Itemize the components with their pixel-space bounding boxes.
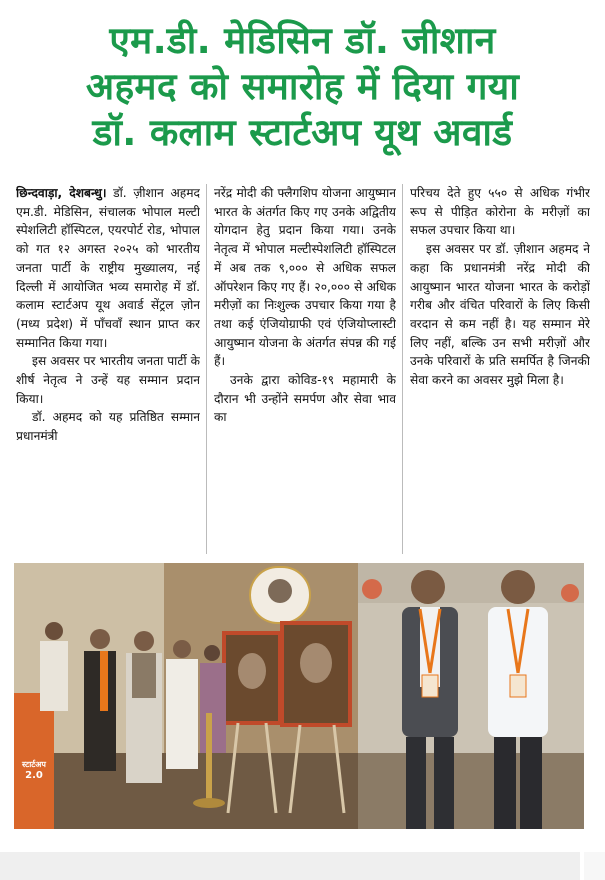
headline-line-2: अहमद को समारोह में दिया गया xyxy=(85,65,520,108)
headline-line-1: एम.डी. मेडिसिन डॉ. जीशान xyxy=(109,19,496,62)
recipients-illustration xyxy=(358,563,584,829)
award-recipients-photo xyxy=(358,563,584,829)
article-column-2 xyxy=(214,184,396,556)
headline-line-3: डॉ. कलाम स्टार्टअप यूथ अवार्ड xyxy=(92,111,513,154)
article-column-1 xyxy=(16,184,200,556)
article-paragraph: परिचय देते हुए ५५० से अधिक गंभीर रूप से पीड़ित कोरोना के मरीज़ों का सफल उपचार किया था। xyxy=(410,186,590,238)
ceremony-illustration xyxy=(14,563,358,829)
column-divider xyxy=(206,184,207,554)
ceremony-photo xyxy=(14,563,358,829)
footer-bar-right xyxy=(584,852,605,880)
column-divider xyxy=(402,184,403,554)
footer-bar xyxy=(0,852,580,880)
article-text: डॉ. ज़ीशान अहमद एम.डी. मेडिसिन, संचालक भोपाल मल्टी स्पेशलिटी हॉस्पिटल, एयरपोर्ट रोड, भोपाल को गत १२ अगस्त २०२५ को भारतीय जनता पार्टी के राष्ट्रीय मुख्यालय, नई दिल्ली में आयोजित भव्य समारोह में डॉ. कलाम स्टार्टअप यूथ अवार्ड सेंट्रल ज़ोन (मध्य प्रदेश) में पाँचवाँ स्थान प्राप्त कर सम्मानित किया गया। xyxy=(16,186,200,350)
article-paragraph: इस अवसर पर भारतीय जनता पार्टी के शीर्ष नेतृत्व ने उन्हें यह सम्मान प्रदान किया। xyxy=(16,354,200,406)
banner-number: 2.0 xyxy=(25,770,43,781)
headline xyxy=(0,18,605,156)
dateline: छिन्दवाड़ा, देशबन्धु। xyxy=(16,186,107,200)
article-paragraph: उनके द्वारा कोविड-१९ महामारी के दौरान भी उन्होंने समर्पण और सेवा भाव का xyxy=(214,373,396,425)
article-paragraph: डॉ. अहमद को यह प्रतिष्ठित सम्मान प्रधानमंत्री xyxy=(16,410,200,444)
article-paragraph xyxy=(16,184,200,352)
article-paragraph: नरेंद्र मोदी की फ्लैगशिप योजना आयुष्मान भारत के अंतर्गत किए गए उनके अद्वितीय योगदान हेतु प्रदान किया गया। उनके नेतृत्व में भोपाल मल्टीस्पेशलिटी हॉस्पिटल में अब तक ९,००० से अधिक सफल ऑपरेशन किए गए हैं। २०,००० से अधिक मरीज़ों का निःशुल्क उपचार किया गया है तथा कई एंजियोग्राफी एवं एंजियोप्लास्टी आयुष्मान योजना के अंतर्गत संपन्न की गई हैं। xyxy=(214,186,396,369)
banner-title: स्टार्टअप xyxy=(22,760,46,769)
banner-text xyxy=(16,759,52,781)
article-paragraph: इस अवसर पर डॉ. ज़ीशान अहमद ने कहा कि प्रधानमंत्री नरेंद्र मोदी की आयुष्मान भारत योजना भारत के करोड़ों गरीब और वंचित परिवारों के लिए किसी वरदान से कम नहीं है। यह सम्मान मेरे लिए नहीं, बल्कि उन सभी मरीज़ों और उनके परिवारों के प्रति समर्पित है जिनकी सेवा करने का अवसर मुझे मिला है। xyxy=(410,242,590,388)
article-column-3 xyxy=(410,184,590,556)
